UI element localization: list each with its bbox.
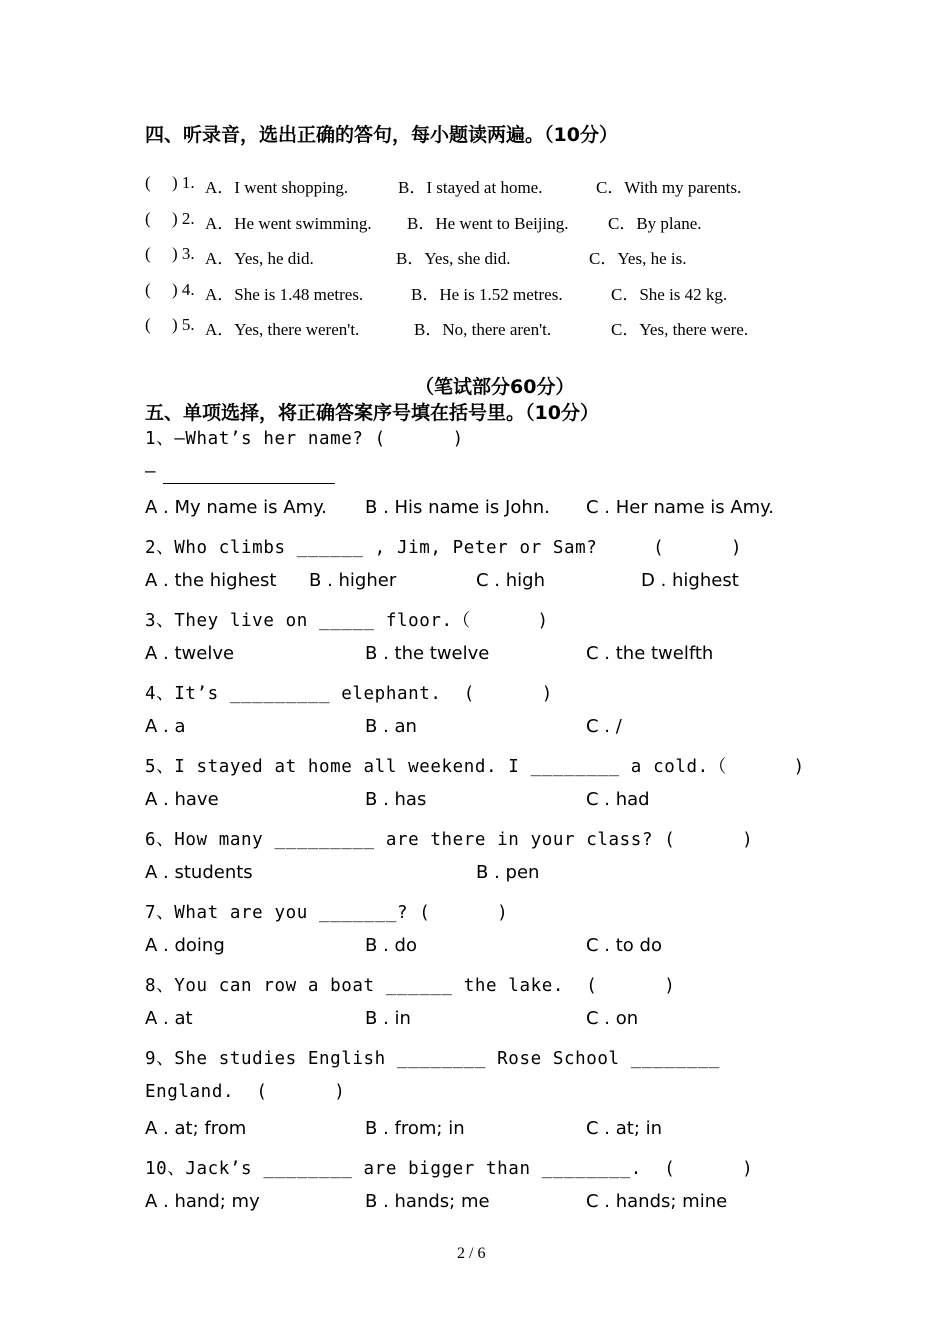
question-6-option-b: B . pen [476, 862, 540, 883]
question-1-option-c: C . Her name is Amy. [586, 497, 774, 518]
question-1-option-a: A . My name is Amy. [145, 497, 327, 518]
question-5-option-b: B . has [365, 789, 427, 810]
question-3-option-b: B . the twelve [365, 643, 490, 664]
listen-row-2-option-c: C．By plane. [608, 214, 702, 233]
question-9-option-b: B . from; in [365, 1118, 465, 1139]
question-5-option-c: C . had [586, 789, 650, 810]
question-3: 3、They live on _____ floor.（ ) [145, 611, 549, 631]
listen-row-1-number: ) 1. [172, 173, 195, 192]
question-8-option-c: C . on [586, 1008, 639, 1029]
listen-row-3-option-b: B．Yes, she did. [396, 249, 511, 268]
question-7-option-b: B . do [365, 935, 417, 956]
listen-row-1-option-b: B．I stayed at home. [398, 178, 543, 197]
listen-row-5-number: ) 5. [172, 315, 195, 334]
question-2-option-b: B . higher [309, 570, 397, 591]
question-10: 10、Jack’s ________ are bigger than ________. ( ) [145, 1159, 754, 1179]
question-9-option-a: A . at; from [145, 1118, 247, 1139]
question-4: 4、It’s _________ elephant. ( ) [145, 684, 553, 704]
question-10-option-c: C . hands; mine [586, 1191, 728, 1212]
written-part-label: （笔试部分60分） [415, 376, 575, 398]
question-8-option-b: B . in [365, 1008, 411, 1029]
question-10-option-b: B . hands; me [365, 1191, 490, 1212]
question-9: 9、She studies English ________ Rose School ________ [145, 1049, 720, 1069]
question-3-option-a: A . twelve [145, 643, 235, 664]
listen-row-2-option-a: A．He went swimming. [205, 214, 372, 233]
question-5: 5、I stayed at home all weekend. I ________ a cold.（ ) [145, 757, 805, 777]
question-2-option-c: C . high [476, 570, 545, 591]
listen-row-3-number: ) 3. [172, 244, 195, 263]
question-6: 6、How many _________ are there in your class? ( ) [145, 830, 754, 850]
listen-row-1-option-c: C．With my parents. [596, 178, 742, 197]
listen-row-4-option-c: C．She is 42 kg. [611, 285, 728, 304]
question-7: 7、What are you _______? ( ) [145, 903, 509, 923]
listen-row-1-paren: ( [145, 173, 151, 192]
listen-row-4-option-a: A．She is 1.48 metres. [205, 285, 364, 304]
question-7-option-a: A . doing [145, 935, 225, 956]
listen-row-3-option-a: A．Yes, he did. [205, 249, 314, 268]
question-1-answer-dash: — [145, 462, 157, 482]
question-4-option-a: A . a [145, 716, 186, 737]
listen-row-1-option-a: A．I went shopping. [205, 178, 349, 197]
question-9-continued: England. ( ) [145, 1082, 346, 1102]
question-1-answer-blank [163, 483, 335, 484]
question-2-option-a: A . the highest [145, 570, 277, 591]
question-8-option-a: A . at [145, 1008, 193, 1029]
section5-title: 五、单项选择，将正确答案序号填在括号里。（10分） [145, 402, 599, 424]
question-8: 8、You can row a boat ______ the lake. ( ) [145, 976, 676, 996]
question-10-option-a: A . hand; my [145, 1191, 260, 1212]
listen-row-5-paren: ( [145, 315, 151, 334]
question-1-option-b: B . His name is John. [365, 497, 550, 518]
section4-title: 四、听录音，选出正确的答句，每小题读两遍。（10分） [145, 124, 618, 146]
listen-row-4-number: ) 4. [172, 280, 195, 299]
listen-row-3-paren: ( [145, 244, 151, 263]
question-6-option-a: A . students [145, 862, 253, 883]
question-7-option-c: C . to do [586, 935, 662, 956]
listen-row-2-number: ) 2. [172, 209, 195, 228]
listen-row-5-option-b: B．No, there aren't. [414, 320, 552, 339]
question-1: 1、—What’s her name? ( ) [145, 429, 464, 449]
listen-row-5-option-c: C．Yes, there were. [611, 320, 749, 339]
question-4-option-b: B . an [365, 716, 417, 737]
listen-row-5-option-a: A．Yes, there weren't. [205, 320, 360, 339]
question-3-option-c: C . the twelfth [586, 643, 714, 664]
question-4-option-c: C . / [586, 716, 622, 737]
question-5-option-a: A . have [145, 789, 219, 810]
question-9-option-c: C . at; in [586, 1118, 663, 1139]
listen-row-4-option-b: B．He is 1.52 metres. [411, 285, 563, 304]
question-2-option-d: D . highest [641, 570, 739, 591]
listen-row-2-paren: ( [145, 209, 151, 228]
listen-row-4-paren: ( [145, 280, 151, 299]
listen-row-2-option-b: B．He went to Beijing. [407, 214, 569, 233]
listen-row-3-option-c: C．Yes, he is. [589, 249, 687, 268]
question-2: 2、Who climbs ______ , Jim, Peter or Sam? ( ) [145, 538, 743, 558]
page-number: 2 / 6 [457, 1245, 486, 1262]
